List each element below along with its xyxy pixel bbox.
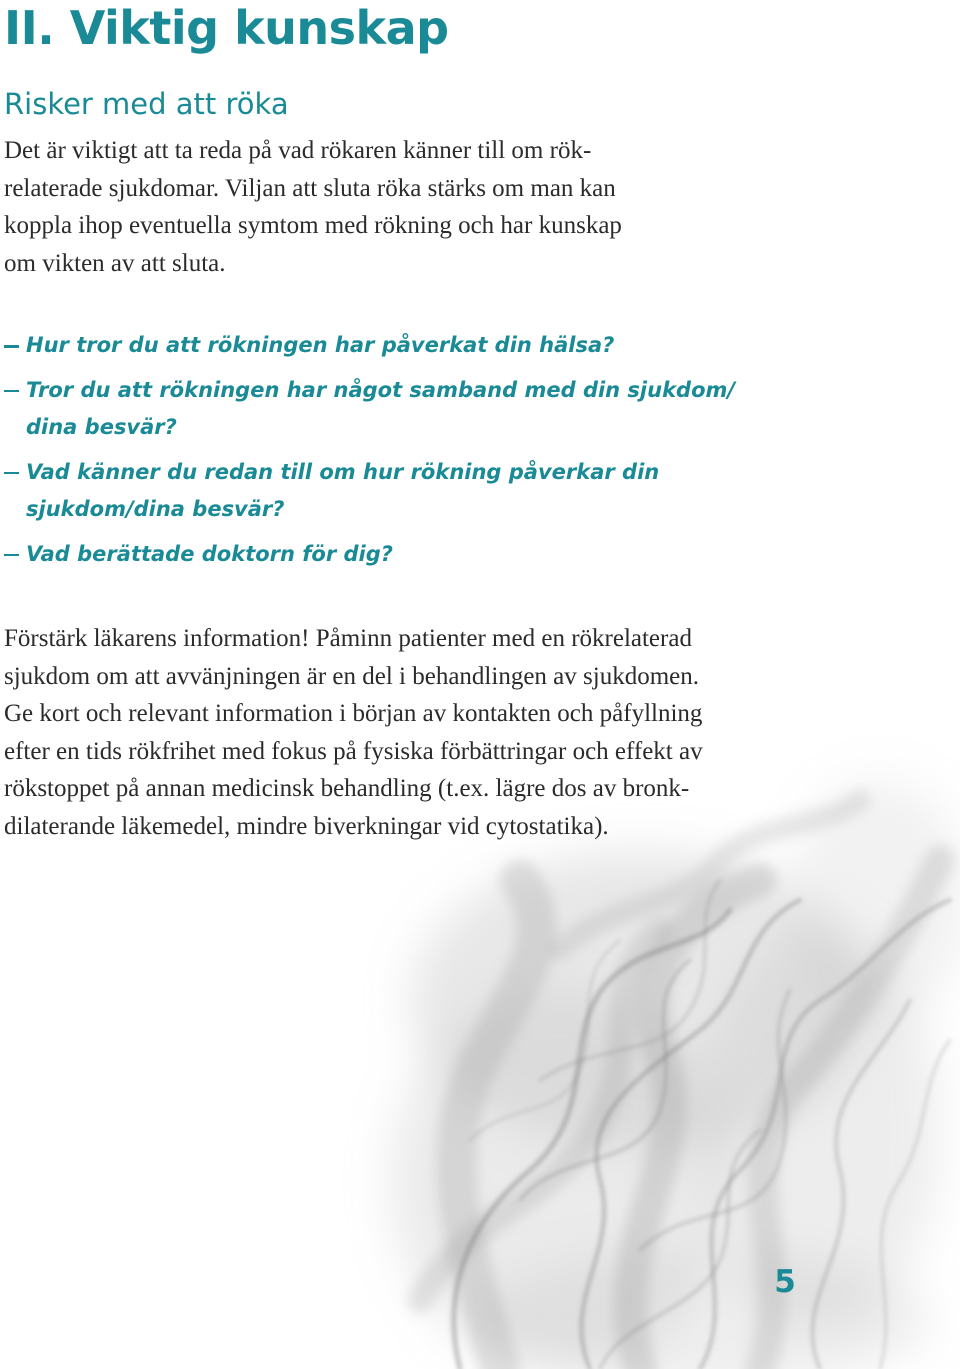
page-number: 5: [774, 1264, 796, 1300]
question-line: sjukdom/dina besvär?: [26, 497, 285, 521]
question-item: [4, 327, 735, 365]
question-item: [4, 454, 735, 529]
paragraph-line: rökstoppet på annan medicinsk behandling (t.ex. lägre dos av bronk-: [4, 775, 690, 802]
intro-paragraph: [4, 132, 622, 282]
paragraph-line: relaterade sjukdomar. Viljan att sluta röka stärks om man kan: [4, 174, 616, 202]
information-paragraph: [4, 620, 703, 845]
paragraph-line: om vikten av att sluta.: [4, 249, 226, 277]
paragraph-line: Förstärk läkarens information! Påminn patienter med en rökrelaterad: [4, 625, 692, 652]
paragraph-line: sjukdom om att avvänjningen är en del i behandlingen av sjukdomen.: [4, 662, 699, 690]
paragraph-line: koppla ihop eventuella symtom med rökning och har kunskap: [4, 212, 622, 239]
question-line: Tror du att rökningen har något samband med din sjukdom/: [26, 377, 736, 402]
section-title: Risker med att röka: [4, 87, 289, 121]
question-line: Hur tror du att rökningen har påverkat din hälsa?: [26, 333, 615, 357]
dash-bullet: [4, 390, 19, 393]
question-line: Vad känner du redan till om hur rökning påverkar din: [26, 459, 660, 484]
paragraph-line: dilaterande läkemedel, mindre biverkningar vid cytostatika).: [4, 812, 609, 840]
dash-bullet: [4, 345, 19, 348]
paragraph-line: efter en tids rökfrihet med fokus på fysiska förbättringar och effekt av: [4, 737, 703, 765]
question-item: [4, 372, 735, 447]
paragraph-line: Ge kort och relevant information i början av kontakten och påfyllning: [4, 700, 703, 727]
paragraph-line: Det är viktigt att ta reda på vad rökaren känner till om rök-: [4, 137, 592, 164]
dash-bullet: [4, 472, 19, 475]
chapter-title: II. Viktig kunskap: [4, 1, 449, 55]
question-line: dina besvär?: [26, 415, 177, 439]
question-line: Vad berättade doktorn för dig?: [26, 541, 393, 566]
question-list: [4, 327, 735, 580]
question-item: [4, 536, 735, 574]
dash-bullet: [4, 554, 19, 557]
